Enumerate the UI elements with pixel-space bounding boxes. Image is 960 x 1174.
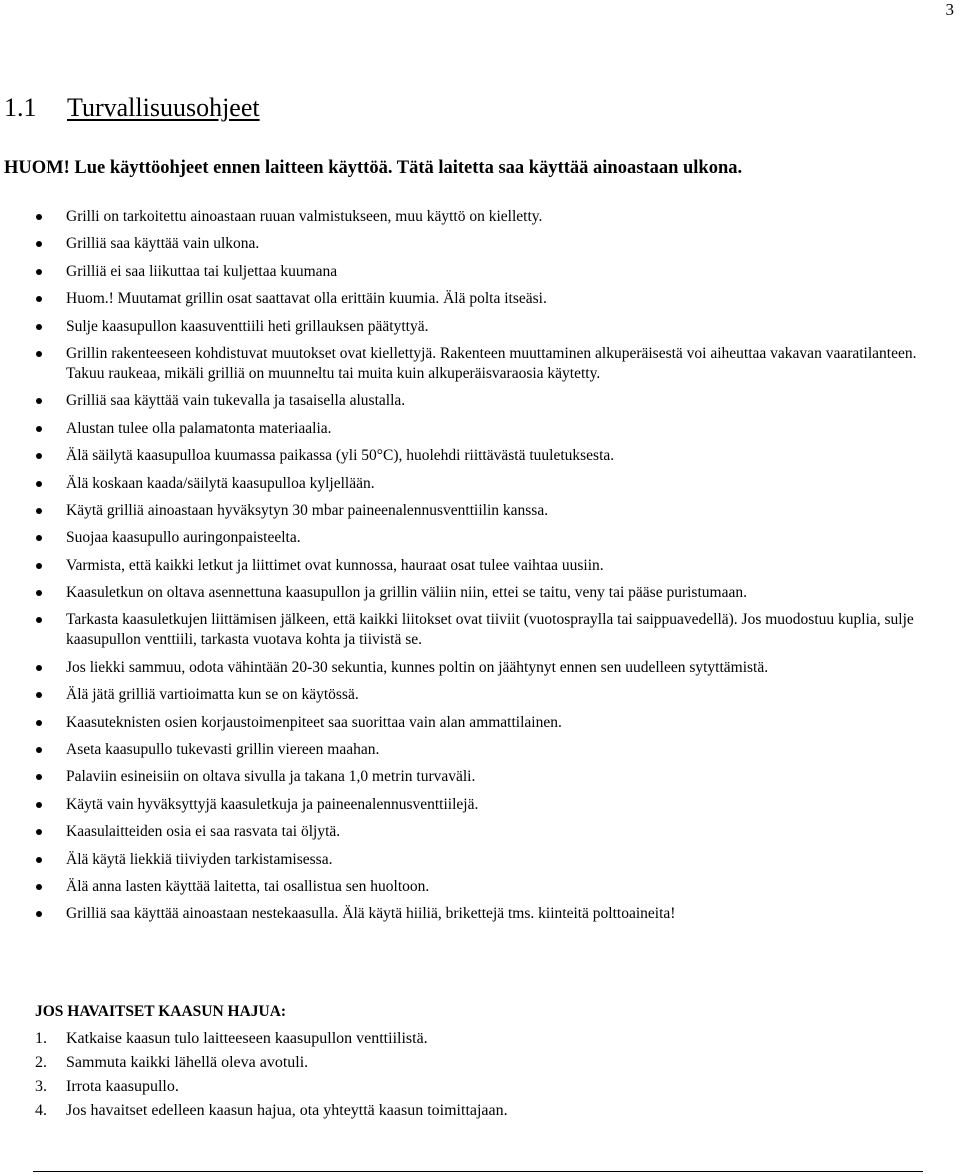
safety-instruction-text: Älä koskaan kaada/säilytä kaasupulloa kyljellään.	[66, 474, 375, 492]
safety-instruction-item	[0, 685, 930, 705]
safety-instruction-item	[0, 501, 930, 521]
safety-instruction-item	[0, 556, 930, 576]
safety-instruction-text: Käytä grilliä ainoastaan hyväksytyn 30 mbar paineenalennusventtiilin kanssa.	[66, 501, 549, 519]
bullet-icon	[36, 214, 42, 220]
safety-instruction-item	[0, 391, 930, 411]
safety-instructions-list	[0, 207, 930, 932]
bullet-icon	[36, 774, 42, 780]
safety-instruction-text: Kaasuletkun on oltava asennettuna kaasupullon ja grillin väliin niin, ettei se taitu, veny tai pääse puristumaan.	[66, 584, 747, 602]
safety-instruction-item	[0, 767, 930, 787]
safety-instruction-item	[0, 419, 930, 439]
bullet-icon	[36, 829, 42, 835]
safety-instruction-text: Sulje kaasupullon kaasuventtiili heti grillauksen päätyttyä.	[66, 317, 429, 335]
bullet-icon	[36, 802, 42, 808]
safety-instruction-text: Grilli on tarkoitettu ainoastaan ruuan valmistukseen, muu käyttö on kielletty.	[66, 208, 543, 225]
warning-notice: HUOM! Lue käyttöohjeet ennen laitteen käyttöä. Tätä laitetta saa käyttää ainoastaan ulkona.	[4, 158, 743, 178]
bullet-icon	[36, 884, 42, 890]
step-text: Irrota kaasupullo.	[66, 1078, 179, 1095]
bullet-icon	[36, 720, 42, 726]
bullet-icon	[36, 911, 42, 917]
safety-instruction-text: Älä jätä grilliä vartioimatta kun se on käytössä.	[66, 686, 359, 704]
safety-instruction-text: Grilliä saa käyttää vain ulkona.	[66, 235, 260, 253]
step-number: 4.	[35, 1102, 47, 1119]
section-title: Turvallisuusohjeet	[67, 93, 260, 122]
bullet-icon	[36, 665, 42, 671]
bullet-icon	[36, 563, 42, 569]
safety-instruction-item	[0, 740, 930, 760]
safety-instruction-text: Varmista, että kaikki letkut ja liittimet ovat kunnossa, hauraat osat tulee vaihtaa uusiin.	[66, 556, 604, 574]
step-text: Katkaise kaasun tulo laitteeseen kaasupullon venttiilistä.	[66, 1030, 428, 1047]
safety-instruction-text: Grilliä ei saa liikuttaa tai kuljettaa kuumana	[66, 262, 338, 280]
safety-instruction-text: Älä käytä liekkiä tiiviyden tarkistamisessa.	[66, 850, 333, 868]
step-text: Jos havaitset edelleen kaasun hajua, ota yhteyttä kaasun toimittajaan.	[66, 1102, 508, 1119]
safety-instruction-item	[0, 583, 930, 603]
safety-instruction-item	[0, 795, 930, 815]
bullet-icon	[36, 857, 42, 863]
safety-instruction-item	[0, 850, 930, 870]
safety-instruction-text: Tarkasta kaasuletkujen liittämisen jälkeen, että kaikki liitokset ovat tiiviit (vuotospraylla tai saippuavedellä). Jos muodostuu kuplia, sulje kaasupullon venttiili, tarkasta vuotava kohta ja tiivistä se.	[66, 611, 914, 649]
bullet-icon	[36, 747, 42, 753]
step-number: 3.	[35, 1078, 47, 1095]
safety-instruction-item	[0, 474, 930, 494]
safety-instruction-item	[0, 289, 930, 309]
safety-instruction-item	[0, 446, 930, 466]
safety-instruction-text: Huom.! Muutamat grillin osat saattavat olla erittäin kuumia. Älä polta itseäsi.	[66, 290, 547, 308]
safety-instruction-item	[0, 528, 930, 548]
bullet-icon	[36, 590, 42, 596]
safety-instruction-text: Käytä vain hyväksyttyjä kaasuletkuja ja paineenalennusventtiilejä.	[66, 795, 479, 813]
page-number: 3	[945, 0, 954, 19]
safety-instruction-item	[0, 317, 930, 337]
safety-instruction-text: Grilliä saa käyttää vain tukevalla ja tasaisella alustalla.	[66, 392, 406, 410]
bullet-icon	[36, 269, 42, 275]
safety-instruction-item	[0, 877, 930, 897]
safety-instruction-text: Grillin rakenteeseen kohdistuvat muutokset ovat kiellettyjä. Rakenteen muuttaminen alkuperäisestä voi aiheuttaa vakavan vaaratilanteen. Takuu raukeaa, mikäli grilliä on muunneltu tai muita kuin alkuperäisvaraosia käytetty.	[66, 344, 917, 382]
bullet-icon	[36, 481, 42, 487]
safety-instruction-text: Aseta kaasupullo tukevasti grillin viereen maahan.	[66, 741, 380, 759]
section-number: 1.1	[4, 93, 37, 122]
safety-instruction-item	[0, 713, 930, 733]
safety-instruction-item	[0, 207, 930, 227]
gas-smell-steps	[0, 1027, 508, 1123]
bullet-icon	[36, 398, 42, 404]
gas-smell-title: JOS HAVAITSET KAASUN HAJUA:	[35, 1003, 287, 1020]
bullet-icon	[36, 296, 42, 302]
safety-instruction-item	[0, 610, 930, 650]
gas-smell-step	[0, 1051, 508, 1075]
safety-instruction-item	[0, 262, 930, 282]
bullet-icon	[36, 535, 42, 541]
safety-instruction-item	[0, 822, 930, 842]
safety-instruction-text: Alustan tulee olla palamatonta materiaalia.	[66, 419, 332, 437]
bullet-icon	[36, 617, 42, 623]
safety-instruction-text: Palaviin esineisiin on oltava sivulla ja takana 1,0 metrin turvaväli.	[66, 768, 476, 786]
safety-instruction-item	[0, 234, 930, 254]
bullet-icon	[36, 453, 42, 459]
safety-instruction-item	[0, 904, 930, 924]
safety-instruction-text: Grilliä saa käyttää ainoastaan nestekaasulla. Älä käytä hiiliä, brikettejä tms. kiinteitä polttoaineita!	[66, 905, 676, 923]
gas-smell-step	[0, 1099, 508, 1123]
gas-smell-step	[0, 1027, 508, 1051]
safety-instruction-text: Kaasulaitteiden osia ei saa rasvata tai öljytä.	[66, 823, 341, 841]
footer-divider	[33, 1171, 923, 1172]
step-number: 2.	[35, 1054, 47, 1071]
safety-instruction-text: Älä anna lasten käyttää laitetta, tai osallistua sen huoltoon.	[66, 877, 430, 895]
safety-instruction-item	[0, 344, 930, 384]
bullet-icon	[36, 324, 42, 330]
safety-instruction-text: Jos liekki sammuu, odota vähintään 20-30 sekuntia, kunnes poltin on jäähtynyt ennen sen uudelleen sytyttämistä.	[66, 658, 769, 676]
bullet-icon	[36, 351, 42, 357]
step-number: 1.	[35, 1030, 47, 1047]
bullet-icon	[36, 508, 42, 514]
step-text: Sammuta kaikki lähellä oleva avotuli.	[66, 1054, 309, 1071]
section-heading	[4, 91, 260, 125]
gas-smell-step	[0, 1075, 508, 1099]
safety-instruction-item	[0, 658, 930, 678]
safety-instruction-text: Suojaa kaasupullo auringonpaisteelta.	[66, 529, 301, 547]
safety-instruction-text: Kaasuteknisten osien korjaustoimenpiteet saa suorittaa vain alan ammattilainen.	[66, 713, 562, 731]
bullet-icon	[36, 426, 42, 432]
bullet-icon	[36, 241, 42, 247]
bullet-icon	[36, 692, 42, 698]
safety-instruction-text: Älä säilytä kaasupulloa kuumassa paikassa (yli 50°C), huolehdi riittävästä tuuletuksesta.	[66, 447, 615, 465]
